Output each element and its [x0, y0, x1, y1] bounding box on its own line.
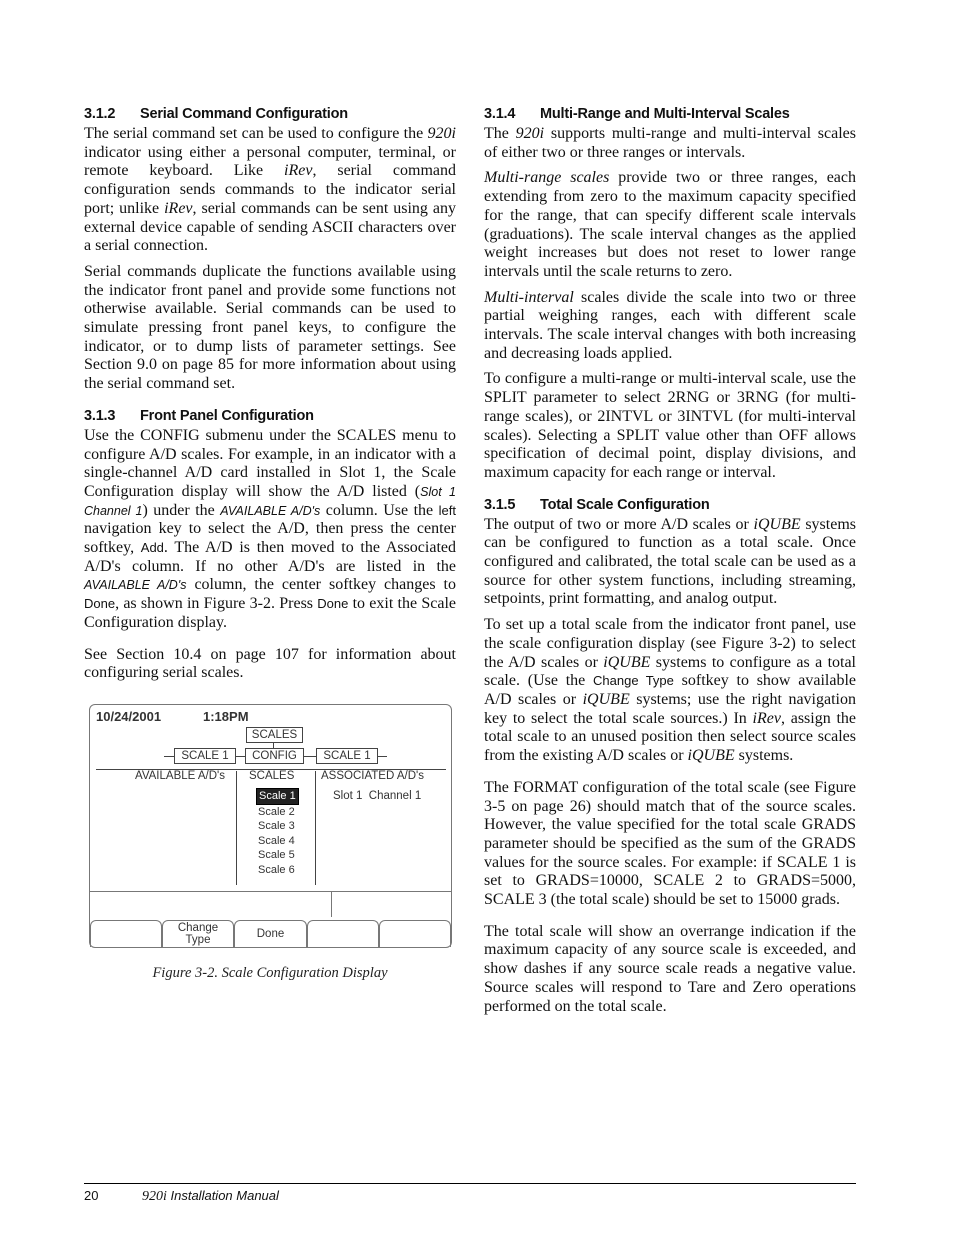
column-divider	[315, 771, 316, 885]
paragraph: Use the CONFIG submenu under the SCALES menu to configure A/D scales. For example, in an indicator with a single-channel A/D card installed in Slot 1, the Scale Configuration display will show the A/D listed (Slot 1 Channel 1) under the AVAILABLE A/D's column. Use the left navigation key to select the A/D, then press the center softkey, Add. The A/D is then moved to the Associated A/D's column. If no other A/D's are listed in the AVAILABLE A/D's column, the center softkey changes to Done, as shown in Figure 3-2. Press Done to exit the Scale Configuration display.	[84, 426, 456, 631]
softkey-1[interactable]	[90, 920, 162, 947]
left-column	[84, 105, 456, 983]
paragraph: The output of two or more A/D scales or iQUBE systems can be configured to function as a total scale. Once configured and calibrated, the total scale can be used as a source for other system functions, including streaming, setpoints, print formatting, and analog output.	[484, 515, 856, 608]
section-heading-3-1-2: 3.1.2 Serial Command Configuration	[84, 106, 348, 122]
menu-connector	[303, 756, 316, 757]
scale-item-selected[interactable]: Scale 1	[256, 788, 299, 805]
section-heading-3-1-4: 3.1.4 Multi-Range and Multi-Interval Scales	[484, 106, 790, 122]
scale-item[interactable]: Scale 6	[258, 863, 295, 876]
menu-box-scale1-prev: SCALE 1	[174, 748, 236, 764]
softkey-area-divider	[331, 891, 332, 917]
footer-rule	[84, 1183, 856, 1184]
softkey-4[interactable]	[307, 920, 379, 947]
scale-list	[256, 788, 299, 878]
display-date: 10/24/2001	[96, 708, 162, 724]
scale-item[interactable]: Scale 2	[258, 805, 295, 818]
scale-item[interactable]: Scale 3	[258, 820, 295, 833]
paragraph: To configure a multi-range or multi-interval scale, use the SPLIT parameter to select 2RNG or 3RNG (for multi-range scales), or 2INTVL or 3INTVL (for multi-interval scales). Selecting a SPLIT value other than OFF allows specification of decimal point, display divisions, and maximum capacity for each range or interval.	[484, 370, 856, 481]
column-scales: SCALES	[249, 769, 295, 782]
paragraph: See Section 10.4 on page 107 for information about configuring serial scales.	[84, 645, 456, 682]
scale-item[interactable]: Scale 5	[258, 849, 295, 862]
manual-model: 920i	[142, 1189, 167, 1204]
paragraph: To set up a total scale from the indicator front panel, use the scale configuration display (see Figure 3-2) to select the A/D scales or iQUBE systems to configure as a total scale. (Use the Change Type softkey to show available A/D scales or iQUBE systems; use the right navigation key to select the total scale sources.) In iRev, assign the total scale to an unused position then select source scales from the existing A/D scales or iQUBE systems.	[484, 616, 857, 765]
page-number: 20	[84, 1188, 99, 1203]
softkey-done[interactable]: Done	[234, 920, 307, 947]
right-column	[484, 105, 856, 1023]
menu-connector	[377, 756, 387, 757]
paragraph: Multi-interval scales divide the scale into two or three partial weighing ranges, each with different scale intervals. The scale interval changes with both increasing and decreasing loads applied.	[484, 288, 856, 362]
page-footer	[84, 1188, 279, 1205]
paragraph: The FORMAT configuration of the total scale (see Figure 3-5 on page 26) should match that of the source scales. However, the value specified for the total scale GRADS parameter should be specified as the sum of the GRADS values for the source scales. For example: if SCALE 1 is set to GRADS=10000, SCALE 2 to GRADS=5000, SCALE 3 (the total scale) should be set to 15000 grads.	[484, 778, 856, 909]
softkey-change-type[interactable]: Change Type	[162, 920, 234, 947]
softkey-area-divider	[90, 891, 451, 892]
menu-box-config: CONFIG	[245, 748, 304, 764]
section-heading-3-1-3: 3.1.3 Front Panel Configuration	[84, 407, 314, 424]
figure-caption: Figure 3-2. Scale Configuration Display	[152, 964, 388, 981]
menu-connector	[235, 756, 245, 757]
paragraph: The serial command set can be used to configure the 920i indicator using either a personal computer, terminal, or remote keyboard. Like iRev, serial command configuration sends commands to the indicator serial port; unlike iRev, serial commands can be sent using any external device capable of sending ASCII characters over a serial connection.	[84, 125, 456, 255]
display-time: 1:18PM	[203, 708, 249, 724]
section-heading-3-1-5: 3.1.5 Total Scale Configuration	[484, 496, 710, 513]
softkey-5[interactable]	[379, 920, 451, 947]
column-associated: ASSOCIATED A/D's	[321, 769, 424, 782]
associated-ad-item: Slot 1 Channel 1	[333, 789, 422, 802]
manual-title: Installation Manual	[166, 1188, 279, 1203]
scale-configuration-display	[89, 704, 452, 948]
paragraph: The 920i supports multi-range and multi-interval scales of either two or three ranges or intervals.	[484, 125, 857, 161]
menu-box-scales: SCALES	[246, 727, 303, 743]
column-divider	[236, 771, 237, 885]
paragraph: The total scale will show an overrange indication if the maximum capacity of any source scale is exceeded, and show dashes if any source scale reads a negative value. Source scales will respond to Tare and Zero operations performed on the total scale.	[484, 922, 856, 1015]
paragraph: Serial commands duplicate the functions available using the indicator front panel and provide some functions not otherwise available. Serial commands can be used to simulate pressing front panel keys, to configure the indicator, or to dump lists of parameter settings. See Section 9.0 on page 85 for more information about using the serial command set.	[84, 262, 456, 393]
column-available: AVAILABLE A/D's	[135, 769, 225, 782]
scale-item[interactable]: Scale 4	[258, 834, 295, 847]
menu-box-scale1-next: SCALE 1	[316, 748, 378, 764]
menu-connector	[164, 756, 174, 757]
paragraph: Multi-range scales provide two or three ranges, each extending from zero to the maximum capacity specified for the range, that can specify different scale intervals (graduations). The scale interval changes as the applied weight increases but does not reset to lower range intervals until the scale returns to zero.	[484, 169, 856, 280]
